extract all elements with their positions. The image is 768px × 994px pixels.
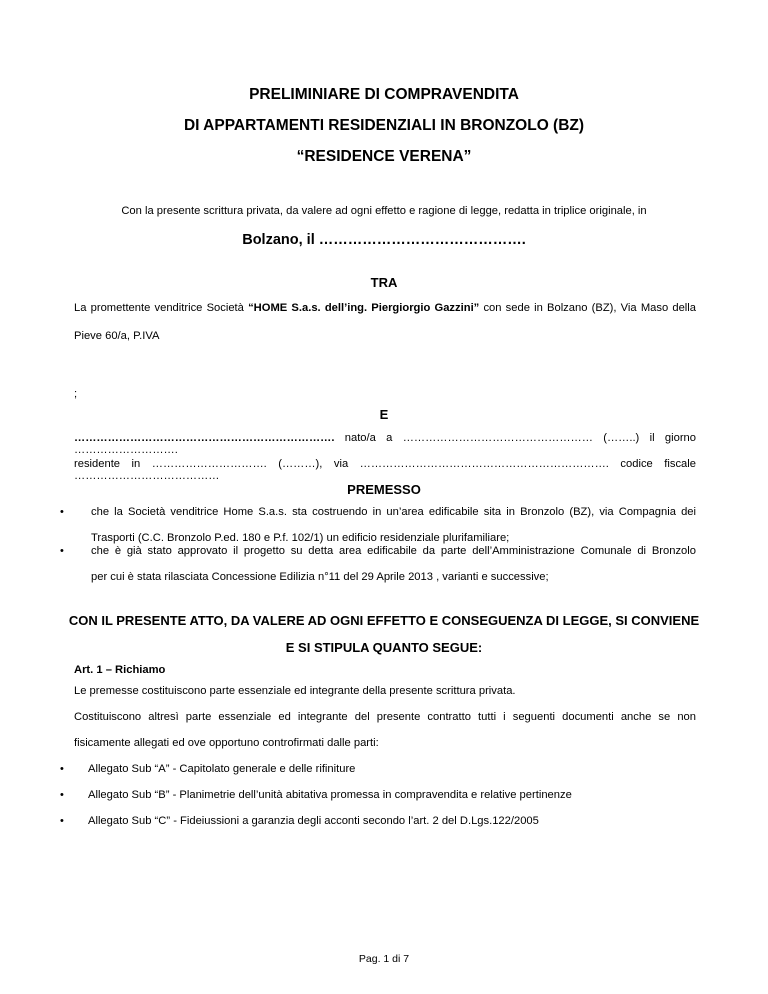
convention-line-2: E SI STIPULA QUANTO SEGUE:: [285, 640, 483, 655]
premesso-bullet-2: •: [60, 545, 64, 557]
premesso-item-1-line-2: Trasporti (C.C. Bronzolo P.ed. 180 e P.f. 102/1) un edificio residenziale plurifamiliare;: [91, 532, 510, 544]
intro-text: Con la presente scrittura privata, da valere ad ogni effetto e ragione di legge, redatta in triplice originale, in: [121, 205, 647, 217]
art1-paragraph-2-line-2: fisicamente allegati ed ove opportuno controfirmati dalle parti:: [74, 737, 379, 749]
art1-paragraph-1: Le premesse costituiscono parte essenziale ed integrante della presente scrittura privata.: [74, 685, 516, 697]
tra-line-2: Pieve 60/a, P.IVA: [74, 330, 160, 342]
attachment-bullet-a: •: [60, 763, 64, 775]
art1-paragraph-2-line-1-text: Costituiscono altresì parte essenziale ed integrante del presente contratto tutti i seguenti documenti anche se non: [74, 711, 696, 723]
premesso-item-2-line-2: per cui è stata rilasciata Concessione Edilizia n°11 del 29 Aprile 2013 , varianti e successive;: [91, 571, 549, 583]
tra-semicolon: ;: [74, 388, 78, 400]
premesso-item-1-line-1-text: che la Società venditrice Home S.a.s. sta costruendo in un’area edificabile sita in Bronzolo (BZ), via Compagnia dei: [91, 506, 696, 518]
attachment-bullet-c: •: [60, 815, 64, 827]
tra-line-1-justified: [74, 302, 696, 314]
e-line-2: [74, 458, 696, 482]
premesso-item-2-line-1: [91, 545, 696, 557]
e-line-2-justified: residente in …………………………. (………), via …………………………………………………………. codice fiscale …………………………………: [74, 458, 696, 482]
art1-paragraph-2-line-1: [74, 711, 696, 723]
place-date: Bolzano, il …………………………………….: [242, 232, 526, 248]
title-line-1: PRELIMINIARE DI COMPRAVENDITA: [249, 86, 519, 103]
company-name: “HOME S.a.s. dell’ing. Piergiorgio Gazzini”: [248, 302, 480, 314]
e-line-1-rest: nato/a a …………………………………………… (……..) il giorno ……………………….: [74, 432, 696, 456]
e-name-placeholder: …………………………………………………………….: [74, 432, 335, 444]
tra-line-1-post: con sede in Bolzano (BZ), Via Maso della: [479, 302, 696, 314]
e-line-1-justified: [74, 432, 696, 456]
page-number: Pag. 1 di 7: [358, 953, 410, 965]
tra-heading: TRA: [370, 275, 398, 290]
convention-line-1: CON IL PRESENTE ATTO, DA VALERE AD OGNI EFFETTO E CONSEGUENZA DI LEGGE, SI CONVIENE: [68, 613, 700, 628]
premesso-bullet-1: •: [60, 506, 64, 518]
premesso-heading: PREMESSO: [347, 482, 421, 497]
attachment-bullet-b: •: [60, 789, 64, 801]
attachment-a: Allegato Sub “A” - Capitolato generale e delle rifiniture: [88, 763, 356, 775]
premesso-item-1-line-1: [91, 506, 696, 518]
e-line-1: [74, 432, 696, 456]
e-heading: E: [379, 407, 389, 422]
art1-heading: Art. 1 – Richiamo: [74, 664, 166, 676]
attachment-c: Allegato Sub “C” - Fideiussioni a garanzia degli acconti secondo l’art. 2 del D.Lgs.122/2005: [88, 815, 539, 827]
tra-line-1-pre: La promettente venditrice Società: [74, 302, 249, 314]
tra-line-1: [74, 302, 696, 314]
attachment-b: Allegato Sub “B” - Planimetrie dell’unità abitativa promessa in compravendita e relative pertinenze: [88, 789, 572, 801]
premesso-item-2-line-1-text: che è già stato approvato il progetto su detta area edificabile da parte dell’Amministrazione Comunale di Bronzolo: [91, 545, 696, 557]
title-line-3: “RESIDENCE VERENA”: [296, 148, 472, 165]
title-line-2: DI APPARTAMENTI RESIDENZIALI IN BRONZOLO (BZ): [183, 117, 585, 134]
